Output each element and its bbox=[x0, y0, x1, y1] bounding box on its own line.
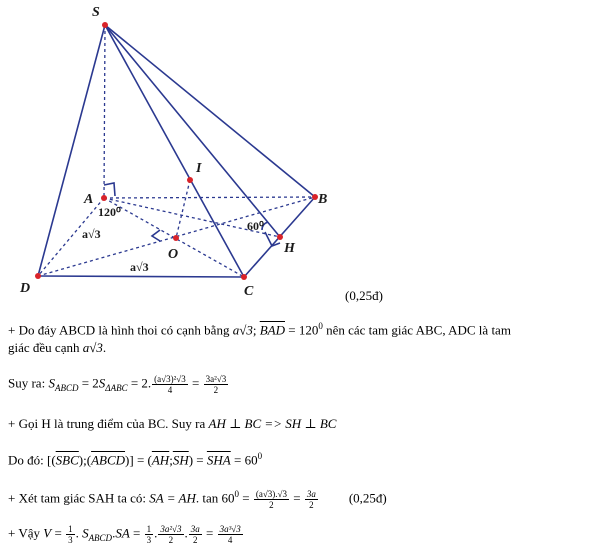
score-2: (0,25đ) bbox=[348, 490, 387, 506]
label-A: A bbox=[84, 192, 94, 207]
fraction: $\frac{\text{(a√3)²√3}}{4}$ bbox=[154, 374, 186, 395]
text-line-1: + Do đáy ABCD là hình thoi có cạnh bằng a√3; $\overline{BAD} = 120^0$ nên các tam giác ABC, ADC là tam bbox=[8, 321, 511, 338]
fraction: $\frac{(a√3).√3}{2}$ bbox=[255, 488, 287, 510]
label-D: D bbox=[20, 281, 31, 296]
text-line-5: Do đó: $[(\overline{SBC});(ABCD)]$ = $(\overline{AH};\overline{SH}) = \overline{SHA} = 60^0$ bbox=[8, 451, 263, 468]
fraction: $\frac{1}{3}$ bbox=[146, 524, 152, 545]
angle-BAD: $\overline{BAD}$ bbox=[259, 322, 285, 338]
edge-AB bbox=[104, 197, 315, 198]
edge-SB bbox=[105, 25, 315, 197]
label-I: I bbox=[196, 161, 202, 176]
point-D bbox=[35, 273, 41, 279]
point-O bbox=[173, 235, 179, 241]
fraction: $\frac{3a}{2}$ bbox=[190, 524, 200, 545]
fraction: $\frac{\text{3a²√3}}{2}$ bbox=[160, 524, 182, 545]
score-1: (0,25đ) bbox=[345, 288, 383, 303]
label-H: H bbox=[284, 241, 295, 256]
fraction: $\frac{1}{3}$ bbox=[68, 524, 73, 545]
text-line-2: giác đều cạnh a√3. bbox=[8, 340, 107, 355]
side-label-AD: a√3 bbox=[82, 227, 101, 241]
label-S: S bbox=[92, 5, 100, 20]
angle-label-H: 60⁰ bbox=[247, 219, 264, 233]
fraction: $\frac{3a}{2}$ bbox=[306, 488, 316, 510]
edge-IO bbox=[176, 180, 190, 238]
point-S bbox=[102, 22, 108, 28]
point-A bbox=[101, 195, 107, 201]
point-I bbox=[187, 177, 193, 183]
edge-DC bbox=[38, 276, 244, 277]
edge-SH bbox=[105, 25, 280, 237]
side-label-DC: a√3 bbox=[130, 260, 149, 274]
text-line-4: + Gọi H là trung điểm của BC. Suy ra AH ⊥ BC => SH ⊥ BC bbox=[8, 416, 337, 431]
label-C: C bbox=[244, 284, 254, 299]
right-angle-A bbox=[104, 183, 115, 196]
edge-SA bbox=[104, 25, 105, 198]
right-angle-O bbox=[152, 230, 160, 241]
pyramid-figure bbox=[0, 0, 340, 300]
text-line-7: + Vậy V = $\frac{1}{3}$ . $S_{ABCD}.SA$ = $\frac{1}{3}$ . $\frac{\text{3a²√3}}{2}$ . $\frac{3a}{2}$ = $\frac{\text{3a³√3}}{4}$ bbox=[8, 524, 241, 545]
fraction: $\frac{\text{3a³√3}}{4}$ bbox=[219, 524, 241, 545]
point-H bbox=[277, 234, 283, 240]
text-line-6: + Xét tam giác SAH ta có: SA = AH. $\tan 60^0$ = $\frac{(a√3).√3}{2}$ = $\frac{3a}{2}$ (0,25đ) bbox=[8, 488, 387, 510]
text-line-3: Suy ra: $S_{ABCD} = 2S_{\Delta ABC} = 2$. $\frac{\text{(a√3)²√3}}{4}$ = $\frac{\text{3a²√3}}{2}$ bbox=[8, 374, 227, 395]
label-B: B bbox=[318, 192, 328, 207]
point-C bbox=[241, 274, 247, 280]
label-O: O bbox=[168, 247, 179, 262]
fraction: $\frac{\text{3a²√3}}{2}$ bbox=[205, 374, 227, 395]
angle-label-A: 120⁰ bbox=[98, 205, 121, 219]
